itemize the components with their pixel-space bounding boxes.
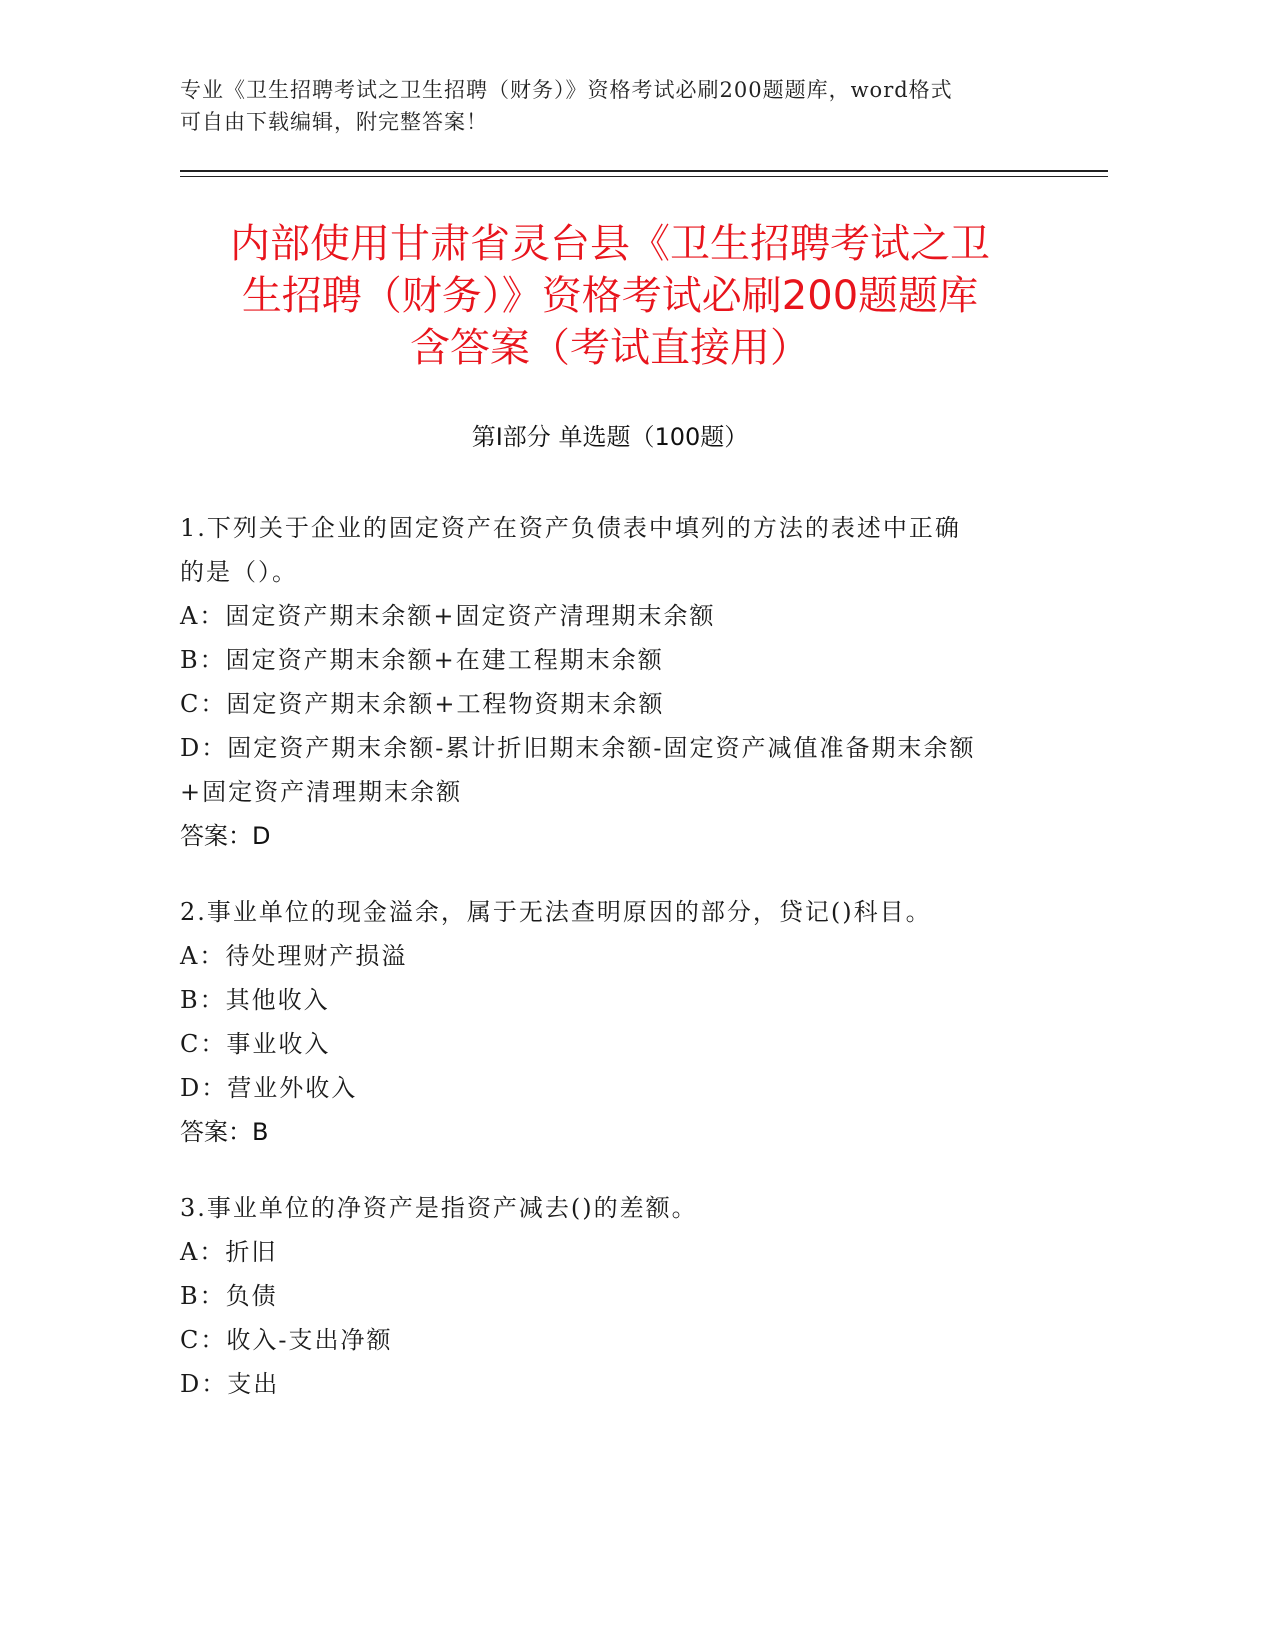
question-stem-line-2: 的是（）。 <box>180 558 298 586</box>
header-note-line-2: 可自由下载编辑，附完整答案！ <box>180 110 488 134</box>
option-d-line-1: D：固定资产期末余额-累计折旧期末余额-固定资产减值准备期末余额 <box>180 734 976 762</box>
option-d: D：营业外收入 <box>180 1074 358 1102</box>
option-a: A：固定资产期末余额+固定资产清理期末余额 <box>180 602 716 630</box>
option-c: C：固定资产期末余额+工程物资期末余额 <box>180 690 665 718</box>
answer-key: 答案：D <box>180 822 271 850</box>
section-heading: 第Ⅰ部分 单选题（100题） <box>471 423 749 451</box>
title-line-1: 内部使用甘肃省灵台县《卫生招聘考试之卫 <box>230 221 990 267</box>
option-a: A：折旧 <box>180 1238 278 1266</box>
question-list <box>180 506 1040 1438</box>
title-line-2: 生招聘（财务）》资格考试必刷200题题库 <box>241 273 979 319</box>
document-header-note <box>180 74 1040 138</box>
document-title <box>180 218 1040 374</box>
option-d: D：支出 <box>180 1370 280 1398</box>
option-a: A：待处理财产损溢 <box>180 942 408 970</box>
header-divider-thin <box>180 176 1108 177</box>
question-item-1 <box>180 506 1040 858</box>
question-item-3 <box>180 1186 1040 1406</box>
question-stem: 3.事业单位的净资产是指资产减去()的差额。 <box>180 1194 698 1222</box>
title-line-3: 含答案（考试直接用） <box>410 325 810 371</box>
option-c: C：收入-支出净额 <box>180 1326 393 1354</box>
option-d-line-2: +固定资产清理期末余额 <box>180 778 463 806</box>
question-stem-line-1: 1.下列关于企业的固定资产在资产负债表中填列的方法的表述中正确 <box>180 514 961 542</box>
question-item-2 <box>180 890 1040 1154</box>
option-c: C：事业收入 <box>180 1030 331 1058</box>
header-divider-thick <box>180 170 1108 172</box>
header-note-line-1: 专业《卫生招聘考试之卫生招聘（财务）》资格考试必刷200题题库，word格式 <box>180 78 953 102</box>
option-b: B：其他收入 <box>180 986 330 1014</box>
option-b: B：负债 <box>180 1282 278 1310</box>
question-stem: 2.事业单位的现金溢余，属于无法查明原因的部分，贷记()科目。 <box>180 898 932 926</box>
option-b: B：固定资产期末余额+在建工程期末余额 <box>180 646 664 674</box>
answer-key: 答案：B <box>180 1118 269 1146</box>
